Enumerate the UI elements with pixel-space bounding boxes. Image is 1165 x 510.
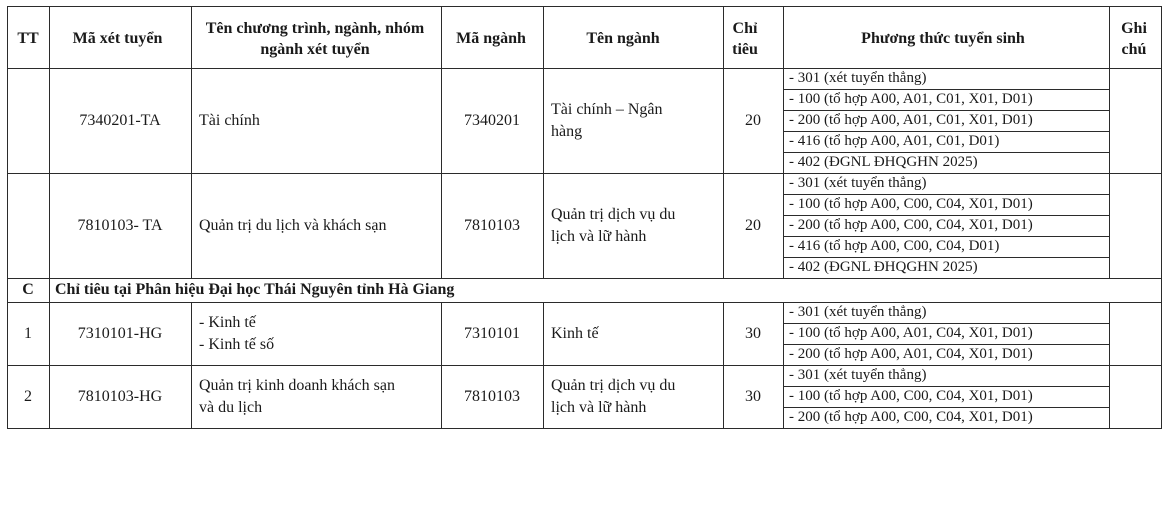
row-column-rule	[7, 173, 8, 278]
row-ma-xet-tuyen: 7810103- TA	[77, 216, 163, 234]
section-right-rule	[1161, 278, 1162, 302]
row-ma-nganh: 7810103	[464, 387, 520, 405]
method-item: - 416 (tổ hợp A00, C00, C04, D01)	[789, 238, 1000, 254]
method-item: - 100 (tổ hợp A00, A01, C04, X01, D01)	[789, 325, 1033, 341]
row-ma-nganh: 7310101	[464, 324, 520, 342]
method-item: - 200 (tổ hợp A00, C00, C04, X01, D01)	[789, 409, 1033, 425]
row-tt: 1	[24, 324, 32, 342]
row-ten-chuong-trinh: Quản trị kinh doanh khách sạn	[199, 376, 395, 394]
row-ten-nganh: Quản trị dịch vụ du	[551, 205, 676, 223]
row-ten-nganh: lịch và lữ hành	[551, 398, 647, 416]
method-item: - 100 (tổ hợp A00, C00, C04, X01, D01)	[789, 388, 1033, 404]
header-ma-xet-tuyen: Mã xét tuyển	[72, 30, 163, 47]
method-item: - 301 (xét tuyển thẳng)	[789, 304, 927, 320]
section-code: C	[22, 281, 34, 298]
header-tt: TT	[17, 30, 39, 47]
header-ma-nganh: Mã ngành	[456, 30, 526, 47]
row-column-rule	[1109, 68, 1110, 173]
row-column-rule	[543, 302, 544, 365]
row-ten-chuong-trinh: Quản trị du lịch và khách sạn	[199, 216, 387, 234]
header-bottom-border	[7, 68, 1162, 69]
table-top-border	[7, 6, 1162, 7]
row-column-rule	[1109, 365, 1110, 428]
row-ten-nganh: Quản trị dịch vụ du	[551, 376, 676, 394]
row-bottom-border	[7, 365, 1162, 366]
row-chi-tieu: 30	[745, 324, 761, 342]
header-ghi-chu: Ghi chú	[1121, 20, 1147, 58]
method-item: - 200 (tổ hợp A00, A01, C01, X01, D01)	[789, 112, 1033, 128]
row-column-rule	[1161, 173, 1162, 278]
row-ma-xet-tuyen: 7340201-TA	[79, 111, 161, 129]
method-item: - 416 (tổ hợp A00, A01, C01, D01)	[789, 133, 1000, 149]
row-bottom-border	[7, 173, 1162, 174]
row-ma-xet-tuyen: 7310101-HG	[77, 324, 163, 342]
row-column-rule	[191, 173, 192, 278]
header-column-rule	[543, 6, 544, 68]
row-column-rule	[1109, 302, 1110, 365]
row-ma-nganh: 7340201	[464, 111, 520, 129]
method-item: - 301 (xét tuyển thẳng)	[789, 70, 927, 86]
method-item: - 200 (tổ hợp A00, A01, C04, X01, D01)	[789, 346, 1033, 362]
method-item: - 402 (ĐGNL ĐHQGHN 2025)	[789, 259, 978, 275]
row-ma-nganh: 7810103	[464, 216, 520, 234]
method-item: - 100 (tổ hợp A00, A01, C01, X01, D01)	[789, 91, 1033, 107]
admission-table	[7, 6, 1162, 498]
header-column-rule	[441, 6, 442, 68]
row-chi-tieu: 30	[745, 387, 761, 405]
header-column-rule	[1109, 6, 1110, 68]
row-column-rule	[783, 173, 784, 278]
row-ma-xet-tuyen: 7810103-HG	[77, 387, 163, 405]
header-column-rule	[7, 6, 8, 68]
row-column-rule	[1161, 365, 1162, 428]
section-bottom-border	[7, 302, 1162, 303]
row-column-rule	[191, 365, 192, 428]
header-column-rule	[1161, 6, 1162, 68]
row-ten-nganh: Kinh tế	[551, 324, 599, 342]
row-column-rule	[1109, 173, 1110, 278]
row-ten-chuong-trinh: và du lịch	[199, 398, 263, 416]
row-chi-tieu: 20	[745, 111, 761, 129]
method-item: - 301 (xét tuyển thẳng)	[789, 367, 927, 383]
row-column-rule	[543, 365, 544, 428]
row-ten-nganh: hàng	[551, 122, 583, 140]
header-ten-nganh: Tên ngành	[586, 30, 660, 47]
row-column-rule	[191, 68, 192, 173]
row-column-rule	[543, 173, 544, 278]
row-column-rule	[1161, 302, 1162, 365]
section-tt-rule	[49, 278, 50, 302]
row-ten-chuong-trinh: - Kinh tế	[199, 313, 256, 331]
row-ten-chuong-trinh: - Kinh tế số	[199, 335, 275, 353]
row-column-rule	[191, 302, 192, 365]
row-ten-nganh: Tài chính – Ngân	[551, 100, 663, 118]
row-column-rule	[783, 302, 784, 365]
row-ten-chuong-trinh: Tài chính	[199, 111, 260, 129]
method-item: - 301 (xét tuyển thẳng)	[789, 175, 927, 191]
header-phuong-thuc: Phương thức tuyển sinh	[861, 30, 1025, 47]
header-column-rule	[191, 6, 192, 68]
row-column-rule	[783, 68, 784, 173]
row-ten-nganh: lịch và lữ hành	[551, 227, 647, 245]
row-column-rule	[783, 365, 784, 428]
row-tt: 2	[24, 387, 32, 405]
row-column-rule	[543, 68, 544, 173]
row-column-rule	[1161, 68, 1162, 173]
header-column-rule	[49, 6, 50, 68]
row-bottom-border	[7, 428, 1162, 429]
method-item: - 402 (ĐGNL ĐHQGHN 2025)	[789, 154, 978, 170]
row-chi-tieu: 20	[745, 216, 761, 234]
method-item: - 200 (tổ hợp A00, C00, C04, X01, D01)	[789, 217, 1033, 233]
header-column-rule	[783, 6, 784, 68]
row-column-rule	[7, 68, 8, 173]
header-ten-chuong-trinh: Tên chương trình, ngành, nhóm ngành xét tuyển	[205, 20, 425, 58]
header-column-rule	[723, 6, 724, 68]
section-title: Chỉ tiêu tại Phân hiệu Đại học Thái Nguyên tỉnh Hà Giang	[55, 281, 455, 298]
method-item: - 100 (tổ hợp A00, C00, C04, X01, D01)	[789, 196, 1033, 212]
header-chi-tieu: Chỉ tiêu	[732, 20, 758, 58]
